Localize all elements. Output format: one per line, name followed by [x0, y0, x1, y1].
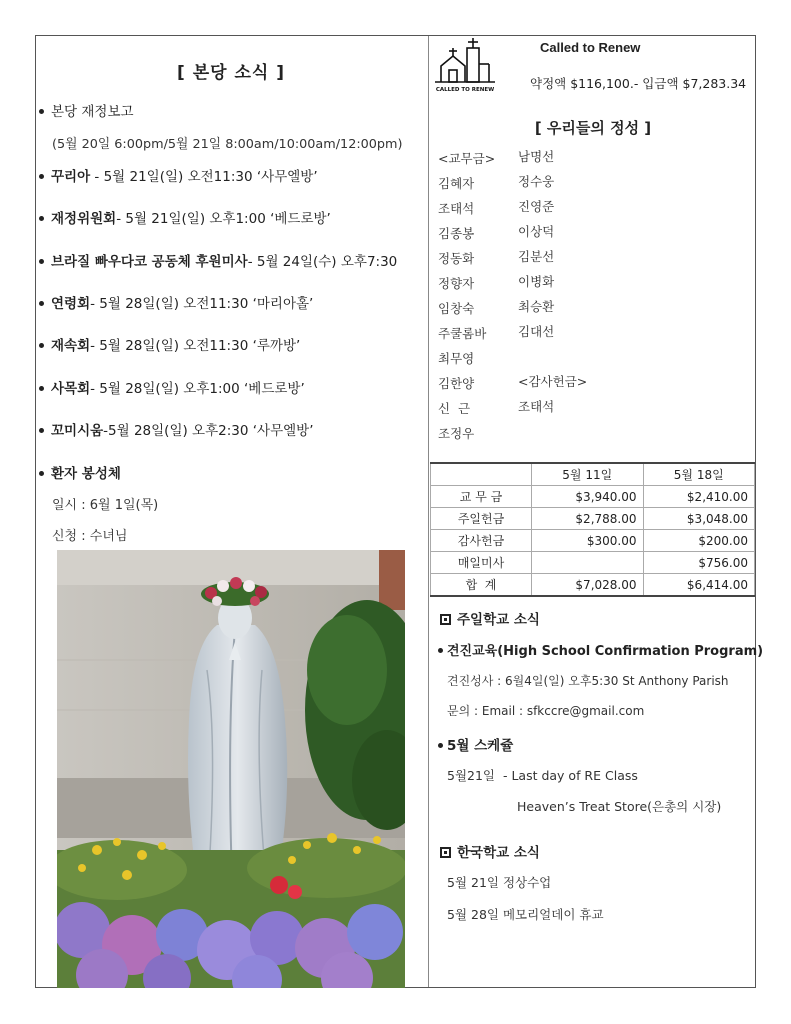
event-name: 꾸리아 — [51, 169, 91, 185]
event-name: 재정위원회 — [51, 211, 117, 227]
cell-value: $2,788.00 — [532, 508, 644, 530]
finance-report-item — [39, 100, 134, 120]
event-detail: - 5월 28일(일) 오전11:30 ‘루까방’ — [90, 338, 301, 354]
bullet-icon — [39, 343, 44, 348]
donor-name: 김대선 — [518, 324, 555, 339]
event-item — [39, 165, 318, 185]
bullet-icon — [39, 109, 44, 114]
korean-school-title: 한국학교 소식 — [457, 845, 540, 861]
donor-name: 최무영 — [438, 351, 475, 366]
cell-value: $200.00 — [643, 530, 755, 552]
parish-news-title: [ 본당 소식 ] — [177, 63, 285, 83]
schedule-line: Heaven’s Treat Store(은총의 시장) — [517, 799, 722, 814]
table-header: 5월 11일 — [532, 463, 644, 486]
event-detail: - 5월 28일(일) 오전11:30 ‘마리아홀’ — [90, 296, 314, 312]
sick-anointing-date: 일시 : 6월 1일(목) — [52, 498, 159, 513]
table-row — [431, 486, 755, 508]
finance-table — [430, 462, 755, 597]
korean-school-line: 5월 21일 정상수업 — [447, 875, 552, 890]
bullet-icon — [39, 216, 44, 221]
confirmation-item — [438, 640, 763, 659]
thanks-offering-label: <감사헌금> — [518, 374, 588, 389]
cell-value: $3,940.00 — [532, 486, 644, 508]
column-divider — [428, 36, 429, 987]
donor-name: 김종봉 — [438, 226, 475, 241]
confirmation-label: 견진교육(High School Confirmation Program) — [447, 644, 764, 659]
donor-name: 정향자 — [438, 276, 475, 291]
sunday-school-heading — [440, 608, 540, 628]
cell-value: $756.00 — [643, 552, 755, 574]
table-header-row — [431, 463, 755, 486]
square-bullet-icon — [440, 847, 451, 858]
table-row — [431, 508, 755, 530]
bullet-icon — [39, 386, 44, 391]
confirmation-mass: 견진성사 : 6월4일(일) 오후5:30 St Anthony Parish — [447, 674, 729, 688]
table-header: 5월 18일 — [643, 463, 755, 486]
event-detail: - 5월 28일(일) 오후1:00 ‘베드로방’ — [90, 381, 305, 397]
donor-name: 김한양 — [438, 376, 475, 391]
donor-name: 이상덕 — [518, 224, 555, 239]
logo-text: CALLED TO RENEW — [435, 87, 495, 93]
called-to-renew-amounts: 약정액 $116,100.- 입금액 $7,283.34 — [530, 76, 747, 91]
finance-report-label: 본당 재정보고 — [51, 104, 134, 120]
donor-name: 최승환 — [518, 299, 555, 314]
event-detail: - 5월 24일(수) 오후7:30 — [247, 254, 398, 270]
event-detail: -5월 28일(일) 오후2:30 ‘사무엘방’ — [103, 423, 314, 439]
donor-name: 임창숙 — [438, 301, 475, 316]
row-label: 매일미사 — [431, 552, 532, 574]
cell-value: $6,414.00 — [643, 574, 755, 597]
donor-name: 진영준 — [518, 199, 555, 214]
schedule-item — [438, 734, 513, 754]
bullet-icon — [39, 301, 44, 306]
event-item — [39, 377, 305, 397]
cell-value: $300.00 — [532, 530, 644, 552]
event-item — [39, 334, 300, 354]
event-name: 재속회 — [51, 338, 91, 354]
table-header — [431, 463, 532, 486]
table-row-total — [431, 574, 755, 597]
donor-name: 정수웅 — [518, 174, 555, 189]
mary-statue-photo — [57, 550, 405, 988]
cell-value: $2,410.00 — [643, 486, 755, 508]
bullet-icon — [39, 471, 44, 476]
donor-name: 남명선 — [518, 149, 555, 164]
event-item — [39, 292, 313, 312]
finance-report-masses: (5월 20일 6:00pm/5월 21일 8:00am/10:00am/12:00pm) — [52, 137, 403, 152]
cell-value: $3,048.00 — [643, 508, 755, 530]
sick-anointing-label: 환자 봉성체 — [51, 466, 121, 482]
row-label: 감사헌금 — [431, 530, 532, 552]
cell-value — [532, 552, 644, 574]
donor-name: 정동화 — [438, 251, 475, 266]
sunday-school-title: 주일학교 소식 — [457, 612, 540, 628]
sick-anointing-apply: 신청 : 수녀님 — [52, 529, 128, 544]
bullet-icon — [438, 743, 443, 748]
called-to-renew-title: Called to Renew — [540, 40, 641, 55]
event-item — [39, 250, 397, 270]
korean-school-heading — [440, 841, 540, 861]
event-name: 사목회 — [51, 381, 91, 397]
square-bullet-icon — [440, 614, 451, 625]
table-row — [431, 552, 755, 574]
donors-title: [ 우리들의 정성 ] — [534, 119, 652, 137]
row-label: 교 무 금 — [431, 486, 532, 508]
donor-name: 김분선 — [518, 249, 555, 264]
donor-name: 김혜자 — [438, 176, 475, 191]
table-row — [431, 530, 755, 552]
donor-name: <교무금> — [438, 151, 496, 166]
cell-value: $7,028.00 — [532, 574, 644, 597]
korean-school-line: 5월 28일 메모리얼데이 휴교 — [447, 907, 604, 922]
event-name: 연령회 — [51, 296, 91, 312]
thanks-offering-name: 조태석 — [518, 399, 555, 414]
event-item — [39, 207, 331, 227]
row-label: 주일헌금 — [431, 508, 532, 530]
bullet-icon — [438, 648, 443, 653]
bullet-icon — [39, 174, 44, 179]
schedule-label: 5월 스케쥴 — [447, 738, 514, 754]
called-to-renew-logo — [433, 36, 497, 94]
event-detail: - 5월 21일(일) 오후1:00 ‘베드로방’ — [116, 211, 331, 227]
event-name: 브라질 빠우다코 공동체 후원미사 — [51, 254, 248, 270]
donor-name: 이병화 — [518, 274, 555, 289]
donor-name: 신 근 — [438, 401, 471, 416]
bullet-icon — [39, 259, 44, 264]
bullet-icon — [39, 428, 44, 433]
sick-anointing-item — [39, 462, 121, 482]
row-label: 합 계 — [431, 574, 532, 597]
donor-name: 조태석 — [438, 201, 475, 216]
donor-name: 주쿨롬바 — [438, 326, 487, 341]
donor-name: 조정우 — [438, 426, 475, 441]
contact-email: 문의 : Email : sfkccre@gmail.com — [447, 704, 645, 718]
event-name: 꼬미시움 — [51, 423, 104, 439]
event-item — [39, 419, 314, 439]
schedule-line: 5월21일 - Last day of RE Class — [447, 768, 638, 783]
event-detail: - 5월 21일(일) 오전11:30 ‘사무엘방’ — [90, 169, 318, 185]
